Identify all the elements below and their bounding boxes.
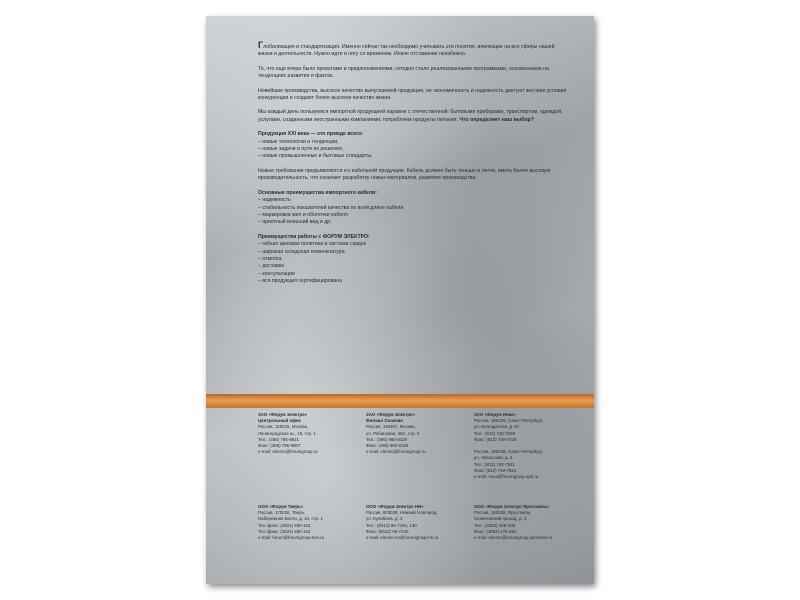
office-line: Тел.: (812) 740-7029 bbox=[474, 430, 515, 436]
paragraph bbox=[258, 42, 568, 59]
list-title: Основные преимущества импортного кабеля: bbox=[258, 189, 377, 196]
office-line: Семеновский проезд, д. 3 bbox=[474, 516, 527, 522]
office-card bbox=[366, 504, 470, 541]
office-name: ЗАО «Форум Электро» bbox=[366, 412, 416, 417]
orange-divider-stripe bbox=[206, 394, 594, 408]
office-line: Факс: (495) 960-9328 bbox=[366, 443, 409, 449]
office-line: Факс: (812) 740-7029 bbox=[474, 436, 517, 442]
office-line: ул. Благодатная, д. 67 bbox=[474, 424, 520, 430]
office-line: e-mail: neva@forumgroup.spb.ru bbox=[474, 474, 539, 480]
office-line: Россия, 170028, Тверь, bbox=[258, 510, 306, 516]
office-card bbox=[474, 412, 578, 480]
list-item: – вся продукция сертифицирована bbox=[258, 278, 343, 285]
list-item: – надежность bbox=[258, 197, 291, 204]
office-line: Факс: (812) 740-7521 bbox=[474, 467, 517, 473]
cable-advantages-list bbox=[258, 197, 568, 227]
office-name: ЗАО «Форум Электро» bbox=[258, 412, 308, 417]
office-line: Тел.: (812) 740-7521 bbox=[474, 461, 515, 467]
office-line: ул. Кулибина, д. 3 bbox=[366, 516, 403, 522]
list-item: – консультации bbox=[258, 270, 295, 277]
office-line: Россия, 195248, Санкт-Петербург, bbox=[474, 449, 544, 455]
office-line: ул. Уральская, д. 4 bbox=[474, 455, 513, 461]
office-name: ООО «Форум Электро НН» bbox=[366, 504, 424, 509]
office-line: Набережная Волги, д. 12, стр. 1 bbox=[258, 516, 323, 522]
company-advantages-list bbox=[258, 241, 568, 285]
office-line: Тел./факс: (4822) 480-164 bbox=[258, 528, 311, 534]
office-line: Тел.: (495) 960-9329 bbox=[366, 436, 407, 442]
office-line: Тел.: (8312) 96-7440, 140 bbox=[366, 522, 417, 528]
office-line: Россия, 125015, Москва, bbox=[258, 424, 309, 430]
list-title: Преимущества работы с ФОРУМ ЭЛЕКТРО: bbox=[258, 233, 370, 240]
question-text: Что определяет наш выбор? bbox=[459, 116, 534, 123]
office-line: Россия, 150028, Ярославль, bbox=[474, 510, 532, 516]
office-line: ул. Рябиновая, 38А, стр. 5 bbox=[366, 430, 420, 436]
list-item: – доставка bbox=[258, 263, 285, 270]
office-line: Тел.: (495) 796-9821 bbox=[258, 436, 299, 442]
office-card bbox=[366, 412, 470, 455]
list-item: – гибкая ценовая политика и система скидок bbox=[258, 241, 366, 248]
office-line: Россия, 196105, Санкт-Петербург, bbox=[474, 418, 544, 424]
office-card bbox=[258, 504, 362, 541]
office-line: e-mail: electro-nn@forumgroup-nn.ru bbox=[366, 535, 439, 541]
list-item: – маркировка жил и оболочки кабеля bbox=[258, 211, 348, 218]
list-item: – стабильность показателей качества по всей длине кабеля bbox=[258, 204, 404, 211]
brochure-page bbox=[206, 16, 594, 584]
list-title: Продукция XXI века — это прежде всего: bbox=[258, 131, 364, 138]
list-item: – приятный внешний вид и др. bbox=[258, 219, 332, 226]
office-line: Россия, 603028, Нижний Новгород, bbox=[366, 510, 438, 516]
office-line: e-mail: electro@forumgroup.ru bbox=[366, 449, 426, 455]
list-item: – новые задачи и пути их решения, bbox=[258, 146, 344, 153]
paragraph: Новые требования предъявляются и к кабельной продукции. Кабель должен быть тоньше и легче, иметь более высокую производительность, что означает разработку новых материалов, развитие производства. bbox=[258, 167, 551, 182]
office-line: e-mail: electro@forumgroup.ru bbox=[258, 449, 318, 455]
list-item: – широкая складская номенклатура bbox=[258, 248, 345, 255]
office-line: Тел.: (4852) 448-208 bbox=[474, 522, 515, 528]
drop-cap: Г bbox=[258, 40, 264, 50]
office-line: Россия, 119497, Москва, bbox=[366, 424, 416, 430]
office-name: ООО «Форум Тверь» bbox=[258, 504, 304, 509]
office-line: Факс: (8312) 96-7440 bbox=[366, 528, 409, 534]
office-card bbox=[258, 412, 362, 455]
office-subtitle: Центральный офис bbox=[258, 418, 302, 424]
office-subtitle: Филиал Очаково bbox=[366, 418, 403, 424]
office-line: e-mail: forum@forumgroup-tver.ru bbox=[258, 535, 325, 541]
office-line: Ленинградское ш., 18, стр. 1 bbox=[258, 430, 316, 436]
office-name: ЗАО «Форум Нева» bbox=[474, 412, 516, 417]
office-line: e-mail: electro@forumgroup.yaroslavl.ru bbox=[474, 535, 553, 541]
office-line: Тел./факс: (4822) 480-163 bbox=[258, 522, 311, 528]
office-card bbox=[474, 504, 578, 541]
paragraph: То, что еще вчера было проектами и предположениями, сегодня стало реализованными программами, основанными на тенденциях развития и фактах. bbox=[258, 65, 549, 80]
products-list bbox=[258, 139, 568, 161]
list-item: – новые технологии и тенденции, bbox=[258, 138, 339, 145]
paragraph bbox=[258, 109, 568, 124]
paragraph-text: Мы каждый день пользуемся импортной продукцией наравне с отечественной: бытовыми приборами, транспортом, одеждой, услугами, созданными иностранными компаниями; потребляем продукты питания. bbox=[258, 109, 563, 123]
list-item: – отмотка bbox=[258, 255, 282, 262]
main-text bbox=[258, 42, 568, 293]
paragraph: Новейшие производства, высокое качество выпускаемой продукции, ее экономичность и надежность диктуют жесткие условия конкуренции и создают более высокое качество жизни. bbox=[258, 87, 567, 102]
office-line: Факс: (4852) 475-591 bbox=[474, 528, 517, 534]
office-line: Факс: (495) 796-9807 bbox=[258, 443, 301, 449]
paragraph-text: лобализация и стандартизация. Именно сейчас так необходимо учитывать эти понятия, влияющие на все сферы нашей жизни и деятельности. Нужно идти в ногу со временем. Иначе отставание неизбежно. bbox=[258, 44, 555, 58]
list-item: – новые промышленные и бытовые стандарты. bbox=[258, 153, 373, 160]
office-name: ООО «Форум Электро Ярославль» bbox=[474, 504, 550, 509]
